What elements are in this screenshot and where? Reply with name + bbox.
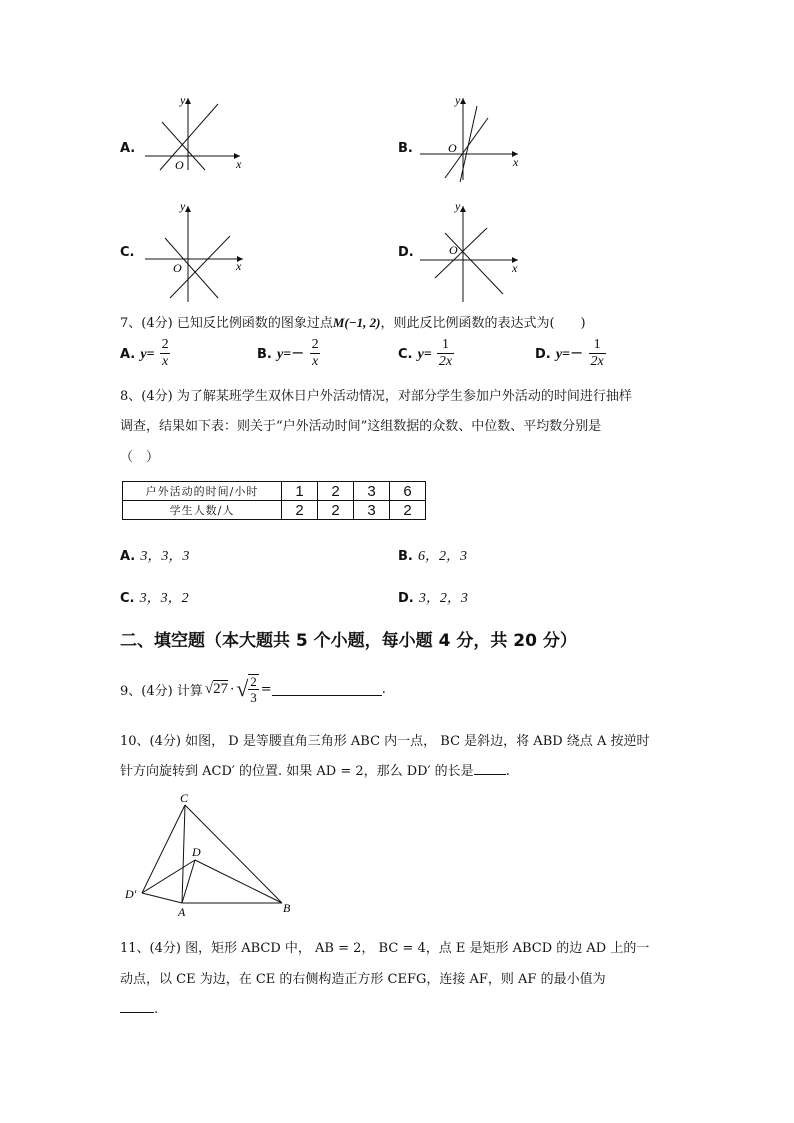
y-label: y xyxy=(180,199,186,213)
vertex-d: D xyxy=(192,845,201,859)
origin-label: O xyxy=(449,243,458,257)
x-label: x xyxy=(512,261,518,275)
y-label: y xyxy=(455,199,461,213)
graph-c xyxy=(140,198,250,304)
q11-line3: . xyxy=(120,1000,158,1017)
table-row: 户外活动的时间/小时 1 2 3 6 xyxy=(123,482,426,501)
q8-option-d: D. 3，2，3 xyxy=(398,591,468,606)
origin-label: O xyxy=(173,261,182,275)
x-label: x xyxy=(236,157,242,171)
table-header: 学生人数/人 xyxy=(123,501,282,520)
q8-line2: 调查，结果如下表：则关于“户外活动时间”这组数据的众数、中位数、平均数分别是 xyxy=(120,419,602,434)
q10-line1: 10、(4分) 如图， D 是等腰直角三角形 ABC 内一点， BC 是斜边，将 ABD 绕点 A 按逆时 xyxy=(120,734,650,749)
origin-label: O xyxy=(448,141,457,155)
q8-option-b: B. 6，2，3 xyxy=(398,549,467,564)
option-letter: C. xyxy=(120,245,135,260)
answer-blank xyxy=(272,683,382,696)
option-letter: B. xyxy=(398,141,413,156)
fraction: $\frac{1}{2x}$ xyxy=(590,337,604,369)
option-letter: A. xyxy=(120,141,136,156)
q11-line1: 11、(4分) 图，矩形 ABCD 中， AB = 2， BC = 4，点 E 是矩形 ABCD 的边 AD 上的一 xyxy=(120,941,650,956)
x-label: x xyxy=(236,259,242,273)
answer-blank xyxy=(120,1000,154,1013)
table-header: 户外活动的时间/小时 xyxy=(123,482,282,501)
q8-option-a: A. 3，3，3 xyxy=(120,549,190,564)
vertex-a: A xyxy=(178,905,186,919)
q8-data-table xyxy=(122,481,426,520)
q8-line1: 8、(4分) 为了解某班学生双休日户外活动情况，对部分学生参加户外活动的时间进行抽样 xyxy=(120,389,632,404)
y-label: y xyxy=(455,93,461,107)
fraction: $\frac{1}{2x}$ xyxy=(438,337,453,369)
option-letter: D. xyxy=(398,245,414,260)
vertex-b: B xyxy=(283,901,291,915)
q7-option-a: A. y= $\frac{2}{x}$ xyxy=(120,337,169,369)
q8-line3: （ ） xyxy=(120,450,160,465)
graph-a xyxy=(140,92,250,172)
q7-option-d: D. y=− $\frac{1}{2x}$ xyxy=(535,337,604,369)
q7-stem: 7、(4分) 已知反比例函数的图象过点M(−1, 2)，则此反比例函数的表达式为( ) xyxy=(120,315,586,331)
y-label: y xyxy=(180,93,186,107)
section-title: 二、填空题（本大题共 5 个小题，每小题 4 分，共 20 分） xyxy=(120,631,577,651)
graph-b xyxy=(415,92,525,182)
x-label: x xyxy=(513,155,519,169)
fraction: $\frac{2}{x}$ xyxy=(161,337,169,369)
vertex-d-prime: D′ xyxy=(125,887,137,901)
origin-label: O xyxy=(175,158,184,172)
q11-line2: 动点，以 CE 为边，在 CE 的右侧构造正方形 CEFG，连接 AF，则 AF 的最小值为 xyxy=(120,972,606,987)
fraction: $\frac{2}{x}$ xyxy=(311,337,319,369)
table-row: 学生人数/人 2 2 3 2 xyxy=(123,501,426,520)
vertex-c: C xyxy=(180,791,189,805)
q10-line2: 针方向旋转到 ACD′ 的位置. 如果 AD = 2，那么 DD′ 的长是 . xyxy=(120,764,510,779)
answer-blank xyxy=(474,762,506,775)
q10-figure xyxy=(120,790,300,920)
q7-option-b: B. y=− $\frac{2}{x}$ xyxy=(257,337,319,369)
graph-d xyxy=(415,198,525,304)
q9: 9、(4分) 计算 √27 · √ $\frac{2}{3}$ = . xyxy=(120,674,386,705)
point-m: M(−1, 2) xyxy=(332,315,381,330)
q7-option-c: C. y= $\frac{1}{2x}$ xyxy=(398,337,453,369)
q8-option-c: C. 3，3，2 xyxy=(120,591,189,606)
